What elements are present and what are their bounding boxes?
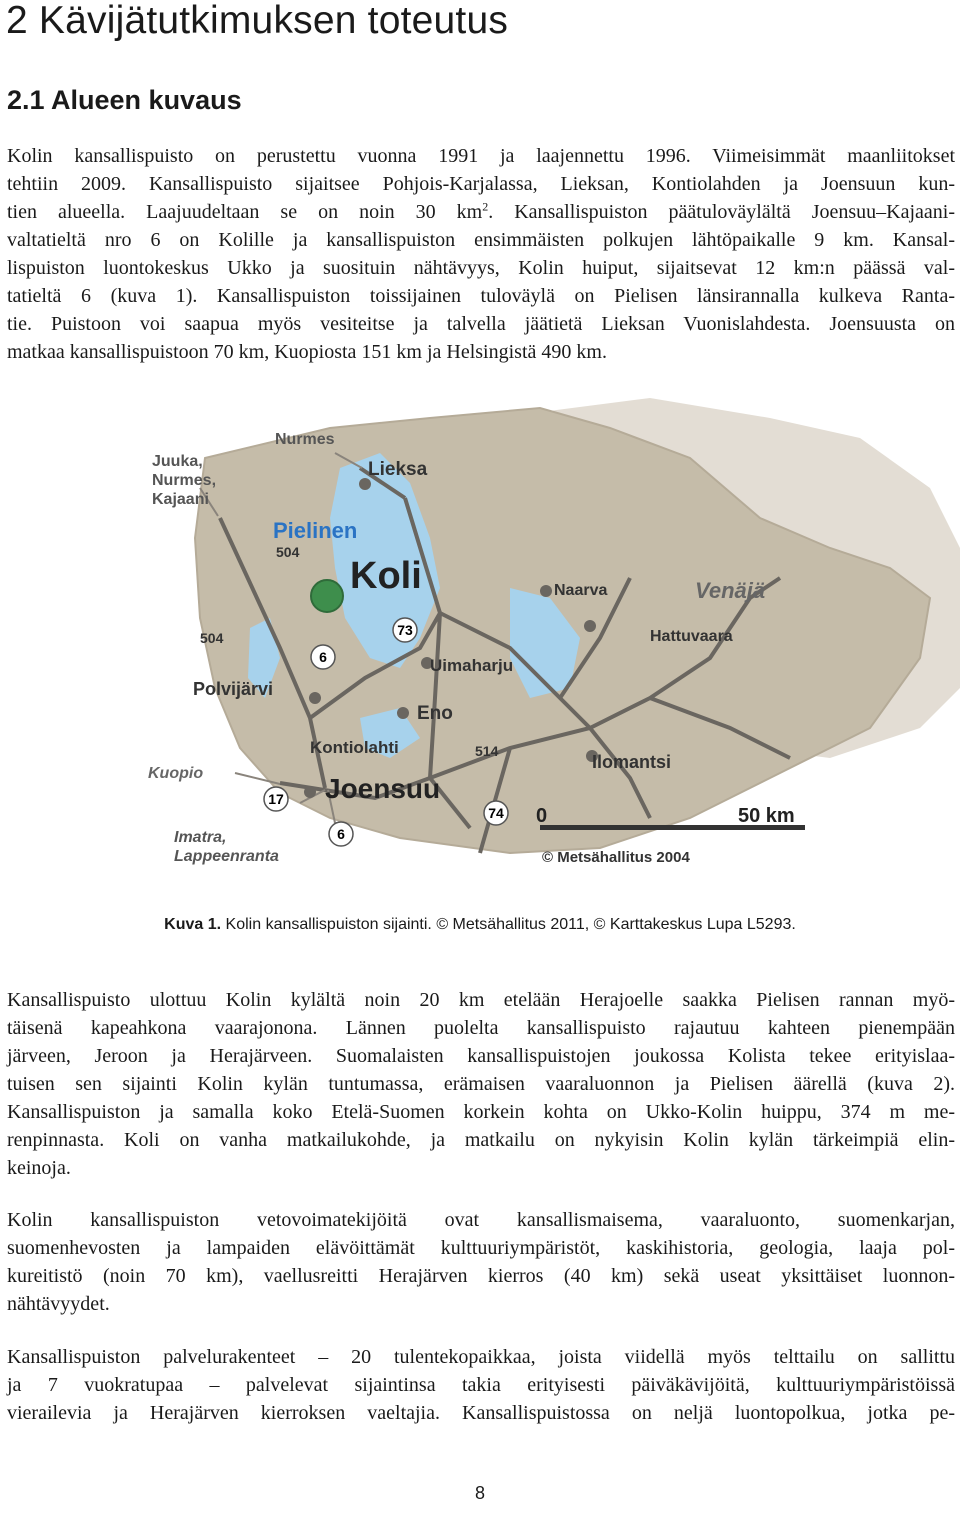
label-juuka: Kajaani: [152, 491, 209, 508]
text-line: keinoja.: [7, 1157, 71, 1179]
text-line: Kansallispuiston ja samalla koko Etelä-Suomen korkein kohta on Ukko-Kolin huippu, 374 m me-: [7, 1101, 955, 1123]
text-line: tatieltä 6 (kuva 1). Kansallispuiston toissijainen tuloväylä on Pielisen länsirannalla kulkeva Ranta-: [7, 285, 955, 307]
text-line: Kolin kansallispuisto on perustettu vuonna 1991 ja laajennettu 1996. Viimeisimmät maanliitokset: [7, 145, 955, 167]
page-number: 8: [474, 1483, 485, 1503]
text-line: tie. Puistoon voi saapua myös vesiteitse ja talvella jäätietä Lieksan Vuonislahdesta. Joensuusta on: [7, 313, 955, 335]
text-line: Kolin kansallispuiston vetovoimatekijöitä ovat kansallismaisema, vaaraluonto, suomenkarjan,: [7, 1209, 955, 1231]
location-map: [130, 398, 960, 878]
label-naarva: Naarva: [554, 582, 608, 599]
label-nurmes: Nurmes: [275, 431, 335, 448]
label-hattuvaara: Hattuvaara: [650, 628, 733, 645]
text-line: vierailevia ja Herajärven kierroksen vaeltajia. Kansallispuistossa on neljä luontopolkua, jotka pe-: [7, 1402, 955, 1424]
label-venaja: Venäjä: [695, 578, 766, 603]
road-number: 6: [337, 826, 345, 842]
label-polvijarvi: Polvijärvi: [193, 679, 274, 699]
text-line: täisenä kapeahkona vaarajonona. Lännen puolelta kansallispuisto rajautuu kahteen pienempään: [7, 1017, 955, 1039]
label-eno: Eno: [417, 703, 453, 724]
text-line: tehtiin 2009. Kansallispuisto sijaitsee Pohjois-Karjalassa, Lieksan, Kontiolahden ja Joensuun kun-: [7, 173, 955, 195]
figure-caption: Kuva 1. Kolin kansallispuiston sijainti. © Metsähallitus 2011, © Karttakeskus Lupa L5293.: [164, 916, 796, 933]
section-heading: 2.1 Alueen kuvaus: [7, 85, 242, 115]
road-number: 17: [268, 791, 284, 807]
road-number: 74: [488, 805, 504, 821]
label-koli: Koli: [350, 555, 422, 597]
label-juuka: Nurmes,: [152, 472, 217, 489]
paragraph-intro: [7, 142, 955, 366]
label-juuka: Juuka,: [152, 453, 203, 470]
text-line: renpinnasta. Koli on vanha matkailukohde, ja matkailu on nykyisin Kolin kylän tärkeimpiä elin-: [7, 1129, 955, 1151]
text-line: suomenhevosten ja lampaiden elävöittämät kulttuuriympäristöt, kaskihistoria, geologia, laaja pol-: [7, 1237, 955, 1259]
text-line: tuisen sen sijainti Kolin kylän tuntumassa, erämaisen vaaraluonnon ja Pielisen äärellä (kuva 2).: [7, 1073, 955, 1095]
road-number: 73: [397, 622, 413, 638]
label-ilomantsi: Ilomantsi: [592, 752, 672, 772]
label-uimaharju: Uimaharju: [430, 656, 514, 675]
text-line: Kansallispuiston palvelurakenteet – 20 tulentekopaikkaa, joista viidellä myös telttailu on sallittu: [7, 1346, 955, 1368]
svg-text:50 km: 50 km: [738, 805, 795, 827]
text-line: ja 7 vuokratupaa – palvelevat sijaintinsa takia erityisesti päiväkävijöitä, kulttuuriympäristöissä: [7, 1374, 955, 1396]
page-heading: 2 Kävijätutkimuksen toteutus: [6, 0, 509, 42]
koli-park-marker: [311, 580, 343, 612]
label-kuopio: Kuopio: [148, 765, 204, 782]
text-line: lispuiston luontokeskus Ukko ja suosituin nähtävyys, Kolin huiput, sijaitsevat 12 km:n päässä val-: [7, 257, 955, 279]
text-line: Kansallispuisto ulottuu Kolin kylältä noin 20 km etelään Herajoelle saakka Pielisen rannan myö-: [7, 989, 955, 1011]
label-kontiolahti: Kontiolahti: [310, 738, 399, 757]
paragraph-4: [7, 1343, 955, 1427]
svg-text:504: 504: [200, 630, 224, 646]
label-pielinen: Pielinen: [273, 518, 358, 543]
paragraph-2: [7, 986, 955, 1182]
label-imatra: Lappeenranta: [174, 848, 279, 865]
svg-text:0: 0: [536, 805, 548, 827]
svg-text:504: 504: [276, 544, 300, 560]
text-line: tien alueella. Laajuudeltaan se on noin 30 $km^2$. Kansallispuiston päätuloväylältä Joensuu–Kajaani-: [7, 199, 955, 223]
label-imatra: Imatra,: [174, 829, 227, 846]
text-line: nähtävyydet.: [7, 1293, 110, 1315]
text-line: järveen, Jeroon ja Herajärveen. Suomalaisten kansallispuistojen joukossa Kolista tekee erityislaa-: [7, 1045, 955, 1067]
text-line: matkaa kansallispuistoon 70 km, Kuopiosta 151 km ja Helsingistä 490 km.: [7, 341, 607, 363]
road-number: 6: [319, 649, 327, 665]
text-line: kureitistö (noin 70 km), vaellusreitti Herajärven kierros (40 km) sekä useat yksittäiset luonnon-: [7, 1265, 955, 1287]
paragraph-3: [7, 1206, 955, 1318]
svg-text:514: 514: [475, 743, 499, 759]
label-lieksa: Lieksa: [368, 459, 428, 480]
label-joensuu: Joensuu: [325, 773, 441, 804]
text-line: valtatieltä nro 6 on Kolille ja kansallispuiston ensimmäisten polkujen lähtöpaikalle 9 km. Kansal-: [7, 229, 955, 251]
map-copyright: © Metsähallitus 2004: [542, 849, 690, 866]
